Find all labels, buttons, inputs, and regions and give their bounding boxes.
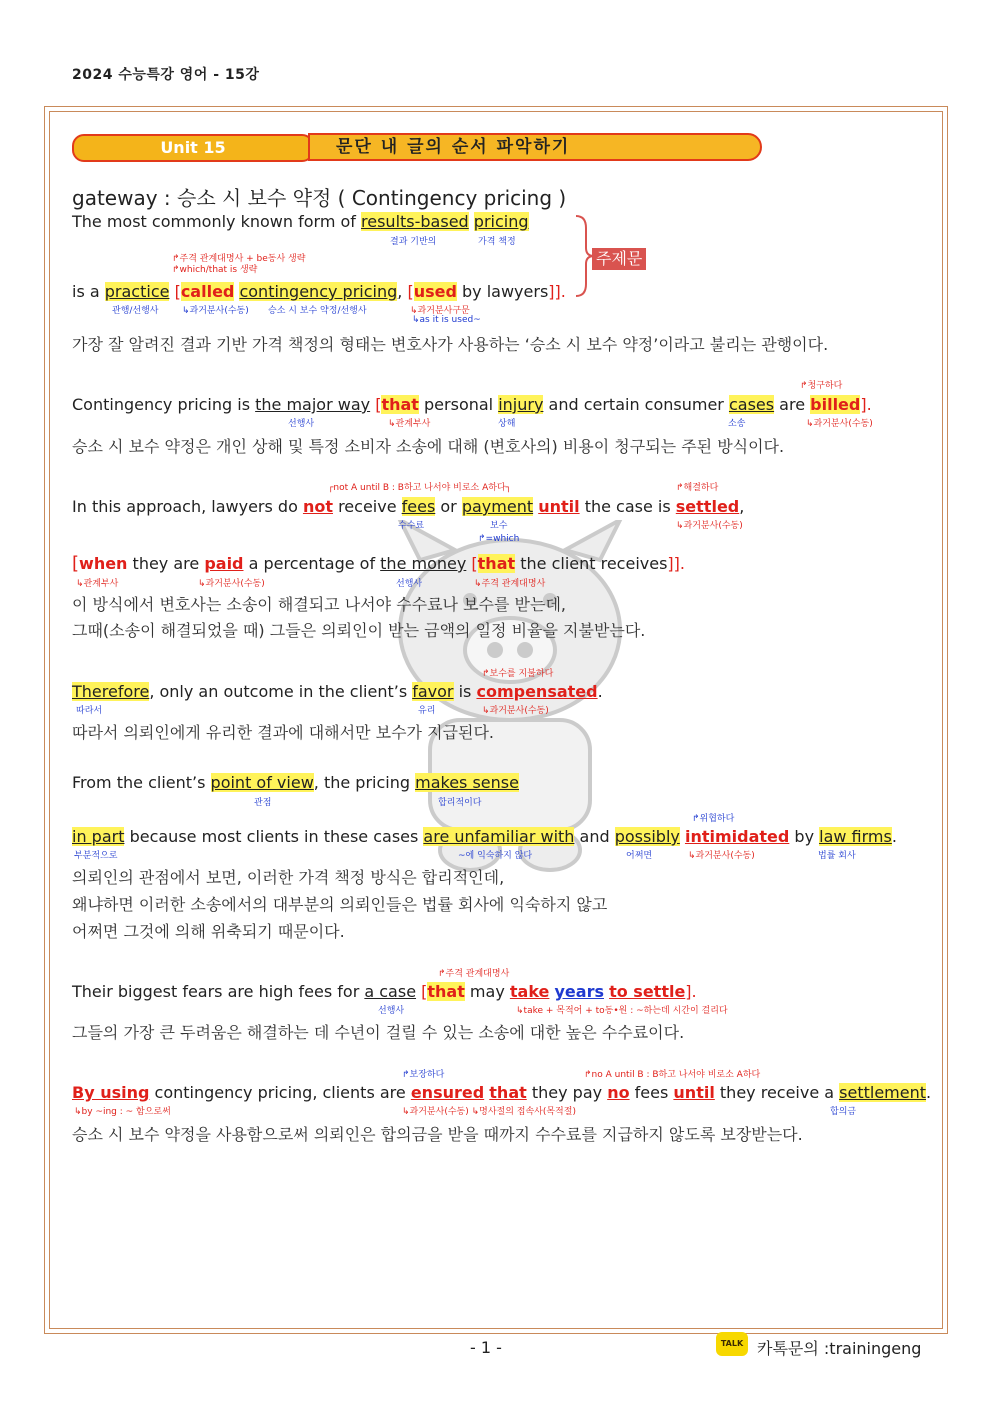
until: until (538, 497, 580, 516)
note-pov: 관점 (254, 798, 272, 808)
s1-korean: 가장 잘 알려진 결과 기반 가격 책정의 형태는 변호사가 사용하는 ‘승소 시 보수 약정’이라고 불리는 관행이다. (72, 335, 829, 354)
pricing-word: pricing (473, 212, 529, 231)
note-settled-top: ↱해결하다 (676, 483, 719, 493)
by-using: By using (72, 1083, 150, 1102)
that-s6: that (427, 982, 465, 1001)
note-favor: 유리 (418, 706, 436, 716)
s5-line1: From the client’s point of view, the pricing makes sense (72, 773, 519, 792)
s7-line: By using contingency pricing, clients are ensured that they pay no fees until they receive a settlement. (72, 1083, 932, 1102)
years: years (554, 982, 604, 1001)
s7-korean: 승소 시 보수 약정을 사용함으로써 의뢰인은 합의금을 받을 때까지 수수료를 지급하지 않도록 보장받는다. (72, 1125, 803, 1144)
unit-title: 문단 내 글의 순서 파악하기 (308, 133, 762, 161)
note-paid: ↳과거분사(수동) (198, 579, 265, 589)
note-major: 선행사 (288, 419, 315, 429)
note-ensured-top: ↱보장하다 (402, 1070, 445, 1080)
paid: paid (204, 554, 244, 573)
note-unfamiliar: ~에 익숙하지 않다 (458, 851, 533, 861)
to-settle: to settle (609, 982, 686, 1001)
therefore: Therefore (72, 682, 150, 701)
theme-label: 주제문 (592, 248, 646, 270)
s3-line1: In this approach, lawyers do not receive fees or payment until the case is settled, (72, 497, 745, 516)
unit-label: Unit 15 (72, 134, 314, 162)
note-when: ↳관계부사 (76, 579, 119, 589)
note-byusing: ↳by ~ing : ~ 함으로써 (74, 1107, 171, 1117)
note-practice: 관행/선행사 (112, 306, 159, 316)
law-firms: law firms (819, 827, 892, 846)
point-of-view: point of view (210, 773, 314, 792)
payment: payment (461, 497, 534, 516)
settlement: settlement (839, 1083, 927, 1102)
note-that3: ↳주격 관계대명사 (474, 579, 546, 589)
possibly: possibly (614, 827, 680, 846)
s5-korean3: 어쩌면 그것에 의해 위축되기 때문이다. (72, 922, 345, 941)
note-billed: ↳과거분사(수동) (806, 419, 873, 429)
called: called (180, 282, 235, 301)
s6-korean: 그들의 가장 큰 두려움은 해결하는 데 수년이 걸릴 수 있는 소송에 대한 높은 수수료이다. (72, 1023, 685, 1042)
s3-note-top: ┌not A until B : B하고 나서야 비로소 A하다┐ (328, 483, 512, 493)
note-possibly: 어쩌면 (626, 851, 653, 861)
s1-top-note2: ↱which/that is 생략 (172, 265, 258, 275)
s2-line1: Contingency pricing is the major way [that personal injury and certain consumer cases are billed]. (72, 395, 872, 414)
ensured: ensured (410, 1083, 485, 1102)
not: not (302, 497, 333, 516)
used: used (413, 282, 457, 301)
note-no-top: ↱no A until B : B하고 나서야 비로소 A하다 (584, 1070, 761, 1080)
s3-korean2: 그때(소송이 해결되었을 때) 그들은 의뢰인이 받는 금액의 일정 비율을 지불받는다. (72, 621, 646, 640)
note-intim-top: ↱위협하다 (692, 814, 735, 824)
that-s7: that (489, 1083, 527, 1102)
makes-sense: makes sense (415, 773, 519, 792)
note-money: 선행사 (396, 579, 423, 589)
s1-line1: The most commonly known form of results-based pricing (72, 212, 529, 231)
a-case: a case (364, 982, 417, 1001)
note-injury: 상해 (498, 419, 516, 429)
until-s7: until (673, 1083, 715, 1102)
note-cases: 소송 (728, 419, 746, 429)
settled: settled (675, 497, 740, 516)
that-s3: that (477, 554, 516, 573)
note-results: 결과 기반의 (390, 237, 437, 247)
talk-icon-label: TALK (720, 1339, 744, 1348)
s6-line: Their biggest fears are high fees for a case [that may take years to settle]. (72, 982, 697, 1001)
contact-text: 카톡문의 :trainingeng (757, 1339, 922, 1358)
s1-top-note1: ↱주격 관계대명사 + be동사 생략 (172, 254, 306, 264)
note-lawfirms: 법률 회사 (818, 851, 856, 861)
s3-line2: [when they are paid a percentage of the money [that the client receives]]. (72, 553, 685, 574)
s2-korean: 승소 시 보수 약정은 개인 상해 및 특정 소비자 소송에 대해 (변호사의) 비용이 청구되는 주된 방식이다. (72, 437, 785, 456)
gateway-title: gateway : 승소 시 보수 약정 ( Contingency pricing ) (72, 186, 567, 210)
no: no (607, 1083, 630, 1102)
s3-korean1: 이 방식에서 변호사는 소송이 해결되고 나서야 수수료나 보수를 받는데, (72, 595, 566, 614)
note-used1: ↳과거분사구문 (410, 306, 470, 316)
contingency-pricing: contingency pricing (239, 282, 398, 301)
cases: cases (728, 395, 775, 414)
results-based: results-based (361, 212, 469, 231)
injury: injury (498, 395, 544, 414)
note-billed-top: ↱청구하다 (800, 381, 843, 391)
note-pricing: 가격 책정 (478, 237, 516, 247)
billed: billed (810, 395, 861, 414)
page-number: - 1 - (470, 1338, 502, 1357)
note-cp: 승소 시 보수 약정/선행사 (268, 306, 367, 316)
note-settled: ↳과거분사(수동) (676, 521, 743, 531)
note-settlement: 합의금 (830, 1107, 857, 1117)
when: when (79, 554, 128, 573)
unfamiliar: are unfamiliar with (423, 827, 575, 846)
major-way: the major way (255, 395, 371, 414)
s4-korean: 따라서 의뢰인에게 유리한 결과에 대해서만 보수가 지급된다. (72, 723, 495, 742)
note-used2: ↳as it is used~ (412, 315, 481, 325)
fees: fees (401, 497, 436, 516)
note-acase: 선행사 (378, 1006, 405, 1016)
note-take: ↳take + 목적어 + to동•원 : ~하는데 시간이 걸리다 (516, 1006, 728, 1016)
note-intim: ↳과거분사(수동) (688, 851, 755, 861)
document-header: 2024 수능특강 영어 - 15강 (72, 67, 260, 83)
kakaotalk-icon (716, 1332, 748, 1356)
note-comp: ↳과거분사(수동) (482, 706, 549, 716)
note-which: ↱=which (478, 534, 520, 544)
s4-note-top: ↱보수를 지불하다 (482, 669, 554, 679)
s5-korean2: 왜냐하면 이러한 소송에서의 대부분의 의뢰인들은 법률 회사에 익숙하지 않고 (72, 895, 608, 914)
note-inpart: 부분적으로 (74, 851, 118, 861)
the-money: the money (380, 554, 467, 573)
practice: practice (104, 282, 170, 301)
note-fees: 수수료 (398, 521, 425, 531)
compensated: compensated (476, 682, 598, 701)
take: take (509, 982, 550, 1001)
note-makes: 합리적이다 (438, 798, 482, 808)
favor: favor (412, 682, 454, 701)
s5-korean1: 의뢰인의 관점에서 보면, 이러한 가격 책정 방식은 합리적인데, (72, 868, 505, 887)
s4-line: Therefore, only an outcome in the client’s favor is compensated. (72, 682, 603, 701)
s6-note-top: ↱주격 관계대명사 (438, 969, 510, 979)
that-relative: that (381, 395, 419, 414)
in-part: in part (72, 827, 125, 846)
note-called: ↳과거분사(수동) (182, 306, 249, 316)
note-that2: ↳관계부사 (388, 419, 431, 429)
note-therefore: 따라서 (76, 706, 103, 716)
s1-line2: is a practice [called contingency pricing, [used by lawyers]]. (72, 282, 566, 301)
s5-line2: in part because most clients in these cases are unfamiliar with and possibly intimidated by law firms. (72, 827, 897, 846)
note-ensured: ↳과거분사(수동) ↳명사절의 접속사(목적절) (402, 1107, 576, 1117)
intimidated: intimidated (684, 827, 790, 846)
note-payment: 보수 (490, 521, 508, 531)
